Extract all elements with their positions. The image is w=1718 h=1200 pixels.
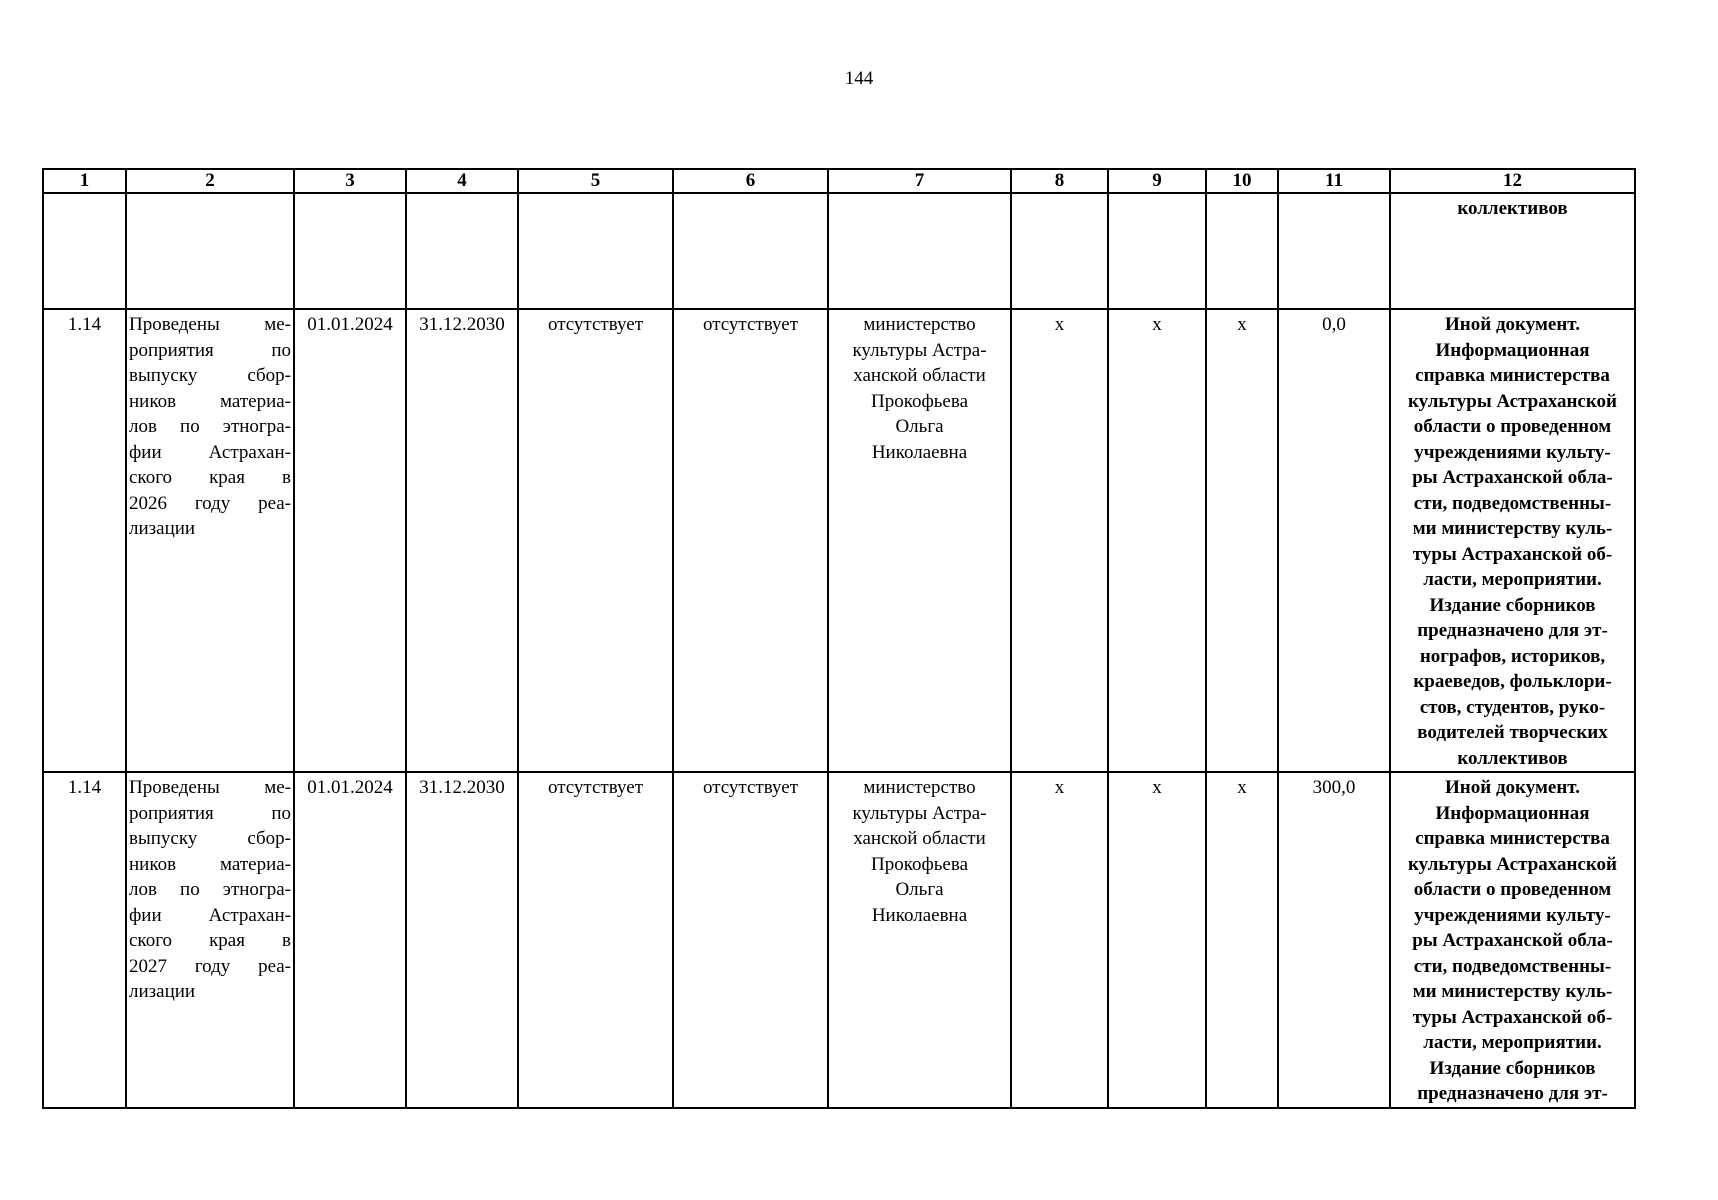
description-line: выпуску сбор- xyxy=(129,365,291,386)
document-line: водителей творческих xyxy=(1417,722,1608,743)
description-line: ников материа- xyxy=(129,390,291,412)
responsible-line: Николаевна xyxy=(871,441,968,463)
start-date: 01.01.2024 xyxy=(294,772,406,1108)
description-line: лизации xyxy=(129,981,196,1002)
column-header: 12 xyxy=(1390,169,1635,193)
table-cell xyxy=(1206,193,1278,309)
description-line: 2026 году реа- xyxy=(129,492,291,514)
document-line: Информационная xyxy=(1435,339,1590,361)
table-cell xyxy=(673,193,828,309)
document-line: культуры Астраханской xyxy=(1407,853,1617,875)
document-line: туры Астраханской об- xyxy=(1412,1006,1613,1028)
column-header: 9 xyxy=(1108,169,1206,193)
document-line: предназначено для эт- xyxy=(1417,620,1608,641)
column-header: 4 xyxy=(406,169,518,193)
document-cell xyxy=(1390,309,1635,772)
table-cell xyxy=(1278,193,1390,309)
col10-value: x xyxy=(1206,309,1278,772)
document-line: Иной документ. xyxy=(1445,314,1580,335)
table-row xyxy=(43,309,1635,772)
col5-value: отсутствует xyxy=(518,772,673,1108)
funding-value: 0,0 xyxy=(1278,309,1390,772)
column-number-row xyxy=(43,169,1635,193)
table-cell xyxy=(828,193,1011,309)
responsible-line: министерство xyxy=(863,314,976,335)
document-line: учреждениями культу- xyxy=(1414,904,1611,926)
item-number: 1.14 xyxy=(43,309,126,772)
document-line: ласти, мероприятии. xyxy=(1423,569,1602,590)
description-line: лизации xyxy=(129,518,196,539)
document-line: стов, студентов, руко- xyxy=(1419,696,1606,718)
responsible-cell xyxy=(828,772,1011,1108)
document-line: ры Астраханской обла- xyxy=(1412,467,1613,488)
document-line: ры Астраханской обла- xyxy=(1412,930,1613,951)
table-cell xyxy=(43,193,126,309)
document-line: Издание сборников xyxy=(1429,1057,1596,1079)
col5-value: отсутствует xyxy=(518,309,673,772)
description-line: выпуску сбор- xyxy=(129,828,291,849)
document-line: учреждениями культу- xyxy=(1414,441,1611,463)
end-date: 31.12.2030 xyxy=(406,309,518,772)
document-line: Иной документ. xyxy=(1445,777,1580,798)
column-header: 8 xyxy=(1011,169,1108,193)
description-line: Проведены ме- xyxy=(129,777,291,798)
col6-value: отсутствует xyxy=(673,309,828,772)
table-cell xyxy=(1011,193,1108,309)
item-number: 1.14 xyxy=(43,772,126,1108)
document-line: сти, подведомственны- xyxy=(1413,492,1612,514)
col9-value: x xyxy=(1108,772,1206,1108)
col6-value: отсутствует xyxy=(673,772,828,1108)
table-cell xyxy=(126,193,294,309)
responsible-line: ханской области xyxy=(853,365,986,386)
responsible-line: Прокофьева xyxy=(870,853,969,875)
document-line: Информационная xyxy=(1435,802,1590,824)
table-cell xyxy=(406,193,518,309)
col8-value: x xyxy=(1011,309,1108,772)
column-header: 1 xyxy=(43,169,126,193)
document-cell-continued: коллективов xyxy=(1390,193,1635,309)
continuation-row xyxy=(43,193,1635,309)
description-line: роприятия по xyxy=(129,802,291,824)
responsible-line: ханской области xyxy=(853,828,986,849)
document-line: предназначено для эт- xyxy=(1417,1083,1608,1104)
column-header: 10 xyxy=(1206,169,1278,193)
document-line: нографов, историков, xyxy=(1419,645,1606,667)
description-line: лов по этногра- xyxy=(129,879,291,900)
column-header: 5 xyxy=(518,169,673,193)
document-line: области о проведенном xyxy=(1413,416,1612,437)
end-date: 31.12.2030 xyxy=(406,772,518,1108)
table-cell xyxy=(1108,193,1206,309)
responsible-line: Прокофьева xyxy=(870,390,969,412)
description-line: 2027 году реа- xyxy=(129,955,291,977)
column-header: 11 xyxy=(1278,169,1390,193)
document-line: туры Астраханской об- xyxy=(1412,543,1613,565)
document-line: краеведов, фольклори- xyxy=(1413,671,1612,692)
responsible-line: Ольга xyxy=(895,879,944,900)
table-row xyxy=(43,772,1635,1108)
responsible-line: Николаевна xyxy=(871,904,968,926)
document-line: ми министерству куль- xyxy=(1412,981,1613,1002)
description-line: роприятия по xyxy=(129,339,291,361)
description-line: ников материа- xyxy=(129,853,291,875)
page-number: 144 xyxy=(844,68,874,89)
funding-value: 300,0 xyxy=(1278,772,1390,1108)
table-cell xyxy=(294,193,406,309)
document-line: коллективов xyxy=(1457,747,1568,769)
responsible-line: культуры Астра- xyxy=(852,802,987,824)
document-line: Издание сборников xyxy=(1429,594,1596,616)
column-header: 3 xyxy=(294,169,406,193)
document-line: ласти, мероприятии. xyxy=(1423,1032,1602,1053)
description-cell xyxy=(126,309,294,772)
responsible-cell xyxy=(828,309,1011,772)
description-line: ского края в xyxy=(129,930,291,951)
document-cell xyxy=(1390,772,1635,1108)
responsible-line: культуры Астра- xyxy=(852,339,987,361)
description-cell xyxy=(126,772,294,1108)
responsible-line: Ольга xyxy=(895,416,944,437)
document-line: ми министерству куль- xyxy=(1412,518,1613,539)
description-line: ского края в xyxy=(129,467,291,488)
col8-value: x xyxy=(1011,772,1108,1108)
responsible-line: министерство xyxy=(863,777,976,798)
description-line: фии Астрахан- xyxy=(129,904,291,926)
document-line: культуры Астраханской xyxy=(1407,390,1617,412)
document-line: области о проведенном xyxy=(1413,879,1612,900)
column-header: 7 xyxy=(828,169,1011,193)
start-date: 01.01.2024 xyxy=(294,309,406,772)
table-cell xyxy=(518,193,673,309)
column-header: 6 xyxy=(673,169,828,193)
description-line: фии Астрахан- xyxy=(129,441,291,463)
description-line: лов по этногра- xyxy=(129,416,291,437)
column-header: 2 xyxy=(126,169,294,193)
document-line: справка министерства xyxy=(1415,365,1610,386)
col10-value: x xyxy=(1206,772,1278,1108)
description-line: Проведены ме- xyxy=(129,314,291,335)
document-line: справка министерства xyxy=(1415,828,1610,849)
document-line: сти, подведомственны- xyxy=(1413,955,1612,977)
col9-value: x xyxy=(1108,309,1206,772)
measures-table xyxy=(42,168,1636,1109)
